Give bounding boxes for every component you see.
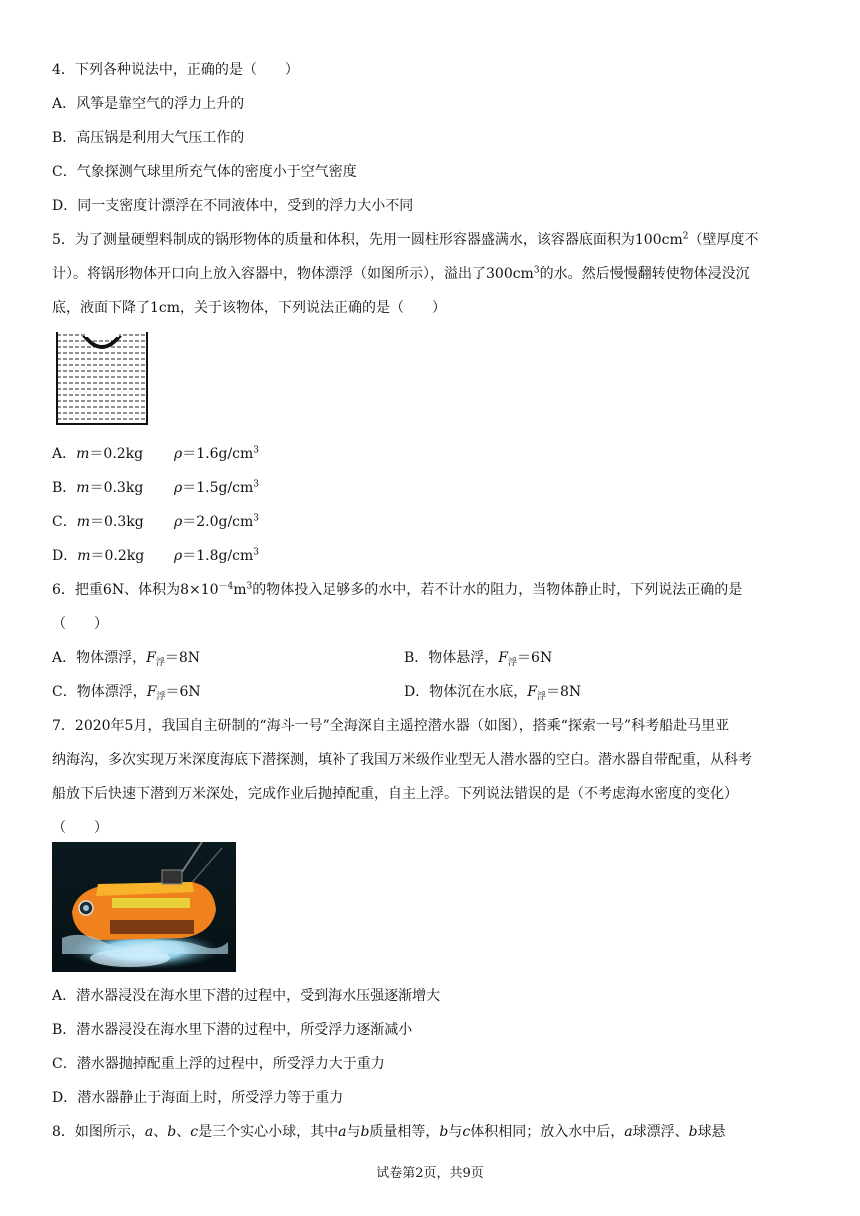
q4-option-a: A．风筝是靠空气的浮力上升的 — [52, 96, 245, 112]
q6-stem-line-2: （ ） — [52, 616, 108, 632]
q7-option-a: A．潜水器浸没在海水里下潜的过程中，受到海水压强逐渐增大 — [52, 988, 441, 1004]
q5-option-b: B．m＝0.3kg $\rho=1.5g/cm^3$ — [52, 479, 260, 496]
q5-stem-line-1: 5．为了测量硬塑料制成的锅形物体的质量和体积，先用一圆柱形容器盛满水，该容器底面积为$100cm^2$（壁厚度不 — [52, 231, 759, 248]
q4-option-b: B．高压锅是利用大气压工作的 — [52, 130, 245, 146]
q6-options-row-2 — [52, 682, 812, 704]
q5-option-a: A．m＝0.2kg $\rho=1.6g/cm^3$ — [52, 445, 260, 462]
q7-stem-line-2: 纳海沟，多次实现万米深度海底下潜探测，填补了我国万米级作业型无人潜水器的空白。潜水器自带配重，从科考 — [52, 752, 752, 768]
q5-option-d: D．m＝0.2kg $\rho=1.8g/cm^3$ — [52, 547, 260, 564]
submersible-photo — [52, 842, 236, 972]
page-footer: 试卷第2页，共9页 — [376, 1166, 484, 1181]
q6-option-c: C．物体漂浮，$F_浮=6N$ — [52, 684, 201, 702]
q4-option-c: C．气象探测气球里所充气体的密度小于空气密度 — [52, 164, 357, 180]
q7-option-d: D．潜水器静止于海面上时，所受浮力等于重力 — [52, 1090, 344, 1106]
q7-option-b: B．潜水器浸没在海水里下潜的过程中，所受浮力逐渐减小 — [52, 1022, 413, 1038]
q4-stem: 4．下列各种说法中，正确的是（ ） — [52, 62, 299, 78]
q5-option-c: C．m＝0.3kg $\rho=2.0g/cm^3$ — [52, 513, 260, 530]
q6-stem-line-1: 6．把重6N、体积为$8\times 10^{-4}m^3$的物体投入足够多的水中，若不计水的阻力，当物体静止时，下列说法正确的是 — [52, 581, 743, 598]
q7-option-c: C．潜水器抛掉配重上浮的过程中，所受浮力大于重力 — [52, 1056, 385, 1072]
q8-stem-line-1: 8．如图所示，a、b、c是三个实心小球，其中a与b质量相等，b与c体积相同；放入水中后，a球漂浮、b球悬 — [52, 1124, 726, 1140]
q7-stem-line-4: （ ） — [52, 820, 108, 836]
q6-option-b: B．物体悬浮，$F_浮=6N$ — [404, 650, 553, 668]
q5-stem-line-3: 底，液面下降了1cm，关于该物体，下列说法正确的是（ ） — [52, 300, 447, 316]
q6-option-d: D．物体沉在水底，$F_浮=8N$ — [404, 684, 582, 702]
q6-options-row-1 — [52, 648, 812, 670]
q4-option-d: D．同一支密度计漂浮在不同液体中，受到的浮力大小不同 — [52, 198, 414, 214]
q6-option-a: A．物体漂浮，$F_浮=8N$ — [52, 650, 201, 668]
q5-stem-line-2: 计）。将锅形物体开口向上放入容器中，物体漂浮（如图所示），溢出了$300cm^3$的水。然后慢慢翻转使物体浸没沉 — [52, 265, 750, 282]
q7-stem-line-1: 7．2020年5月，我国自主研制的“海斗一号”全海深自主遥控潜水器（如图），搭乘“探索一号”科考船赴马里亚 — [52, 718, 730, 734]
q7-stem-line-3: 船放下后快速下潜到万米深处，完成作业后抛掉配重，自主上浮。下列说法错误的是（不考虑海水密度的变化） — [52, 786, 738, 802]
container-diagram — [56, 332, 148, 426]
